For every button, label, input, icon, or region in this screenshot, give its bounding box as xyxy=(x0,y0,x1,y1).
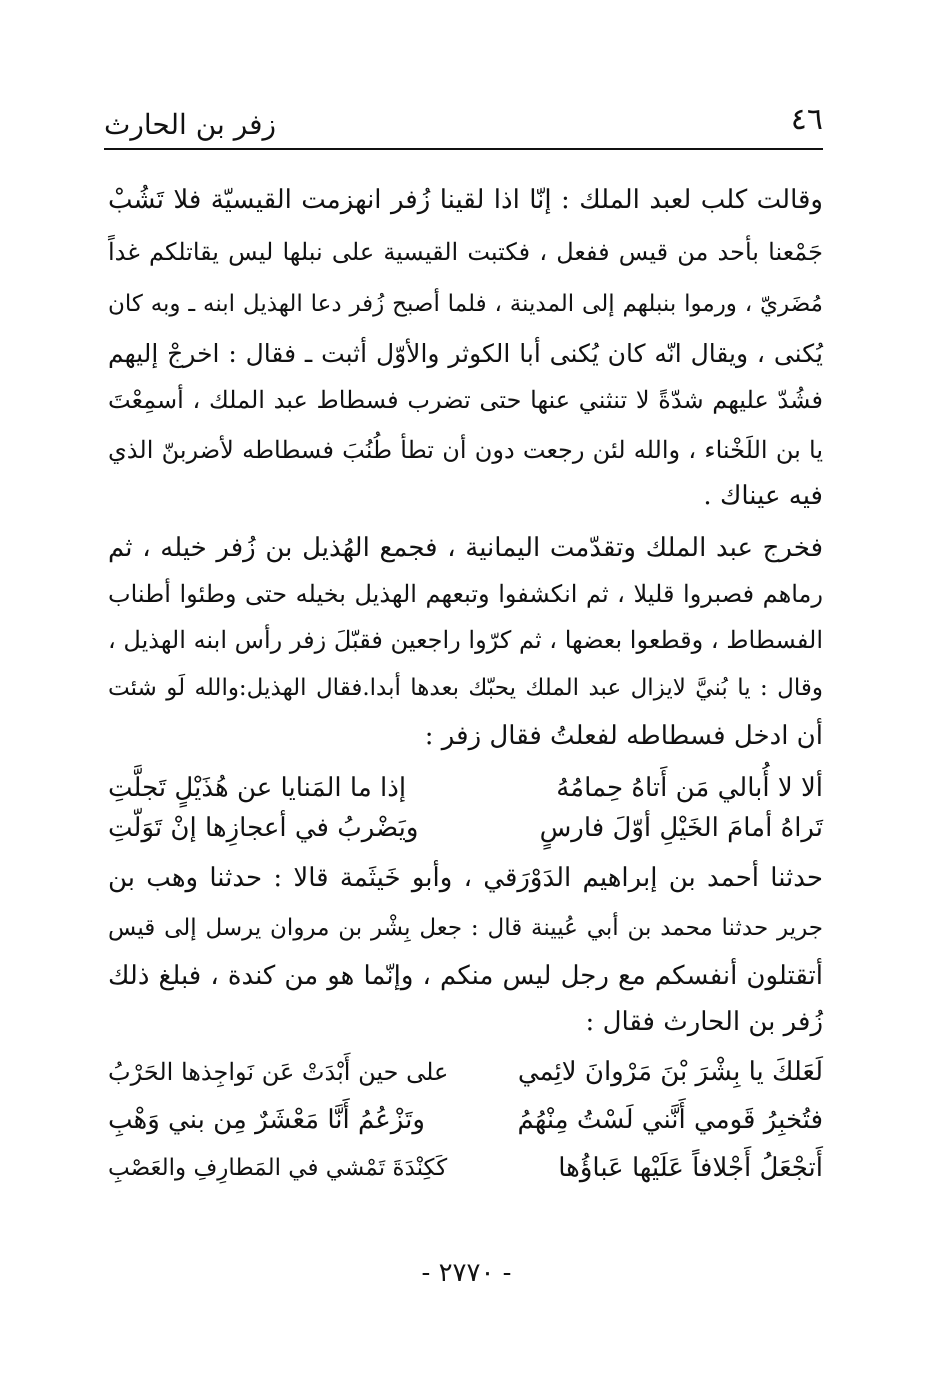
text-line: زُفر بن الحارث فقال : xyxy=(585,1007,823,1037)
verse-line xyxy=(108,808,823,852)
text-line: فخرج عبد الملك وتقدّمت اليمانية ، فجمع الهُذيل بن زُفر خيله ، ثم xyxy=(108,533,823,563)
verse-hemistich: لَعَلكَ يا بِشْرَ بْنَ مَرْوانَ لائِمي xyxy=(517,1057,823,1087)
verse-line xyxy=(108,768,823,812)
text-line: جَمْعنا بأحد من قيس ففعل ، فكتبت القيسية على نبلها ليس يقاتلكم غداً xyxy=(108,238,823,266)
verse-hemistich: تَراهُ أمامَ الخَيْلِ أوّلَ فارسٍ xyxy=(539,813,823,843)
text-line: أن ادخل فسطاطه لفعلتُ فقال زفر : xyxy=(424,721,823,751)
verse-hemistich: ويَضْربُ في أعجازِها إنْ تَوَلّتِ xyxy=(108,813,419,843)
verse-hemistich: ألا لا أُبالي مَن أَتاهُ حِمامُهُ xyxy=(556,773,823,803)
text-line: وقال : يا بُنيَّ لايزال عبد الملك يحبّك بعدها أبدا.فقال الهذيل:والله لَو شئت xyxy=(108,675,823,701)
verse-hemistich: على حين أَبْدَتْ عَن نَواجِذها الحَرْبُ xyxy=(108,1058,449,1086)
page-number: ٤٦ xyxy=(790,102,823,137)
verse-hemistich: فتُخبِرُ قَومي أَنَّني لَسْتُ مِنْهُمُ xyxy=(517,1105,823,1135)
text-line: أتقتلون أنفسكم مع رجل ليس منكم ، وإنّما هو من كندة ، فبلغ ذلك xyxy=(108,961,823,991)
text-line: وقالت كلب لعبد الملك : إنّا اذا لقينا زُفر انهزمت القيسيّة فلا تَشُبْ xyxy=(108,185,823,215)
verse-line xyxy=(108,1100,823,1144)
verse-hemistich: أَتجْعَلُ أَجْلافاً عَلَيْها عَباؤُها xyxy=(558,1153,823,1183)
verse-hemistich: وتَزْعُمُ أَنَّا مَعْشَرٌ مِن بني وَهْبِ xyxy=(108,1105,425,1135)
folio-number: - ٢٧٧٠ - xyxy=(421,1258,512,1288)
text-line: يُكنى ، ويقال انّه كان يُكنى أبا الكوثر والأوّل أثبت ـ فقال : اخرجْ إليهم xyxy=(108,339,823,368)
text-line: رماهم فصبروا قليلا ، ثم انكشفوا وتبعهم الهذيل بخيله حتى وطئوا أطناب xyxy=(108,580,823,608)
verse-hemistich: إذا ما المَنايا عن هُذَيْلٍ تَجلَّتِ xyxy=(108,773,407,803)
text-line: الفسطاط ، وقطعوا بعضها ، ثم كرّوا راجعين فقبّلَ زفر رأس ابنه الهذيل ، xyxy=(108,626,823,654)
verse-line xyxy=(108,1052,823,1096)
text-line: حدثنا أحمد بن إبراهيم الدَوْرَقي ، وأبو خَيثَمة قالا : حدثنا وهب بن xyxy=(108,863,823,893)
verse-line xyxy=(108,1148,823,1192)
verse-hemistich: كَكِنْدَةَ تَمْشي في المَطارِفِ والعَصْبِ xyxy=(108,1155,448,1181)
text-line: فيه عيناك . xyxy=(703,481,823,511)
text-line: مُضَريّ ، ورموا بنبلهم إلى المدينة ، فلما أصبح زُفر دعا الهذيل ابنه ـ وبه كان xyxy=(108,291,823,317)
running-title: زفر بن الحارث xyxy=(104,108,277,141)
text-line: فشُدّ عليهم شدّةً لا تنثني عنها حتى تضرب فسطاط عبد الملك ، أسمِعْتَ xyxy=(108,386,823,414)
page-header xyxy=(104,100,823,150)
text-line: جرير حدثنا محمد بن أبي عُيينة قال : جعل بِشْر بن مروان يرسل إلى قيس xyxy=(108,915,823,941)
text-line: يا بن اللَخْناء ، والله لئن رجعت دون أن تطأ طُنُبَ فسطاطه لأضربنّ الذي xyxy=(108,436,824,464)
